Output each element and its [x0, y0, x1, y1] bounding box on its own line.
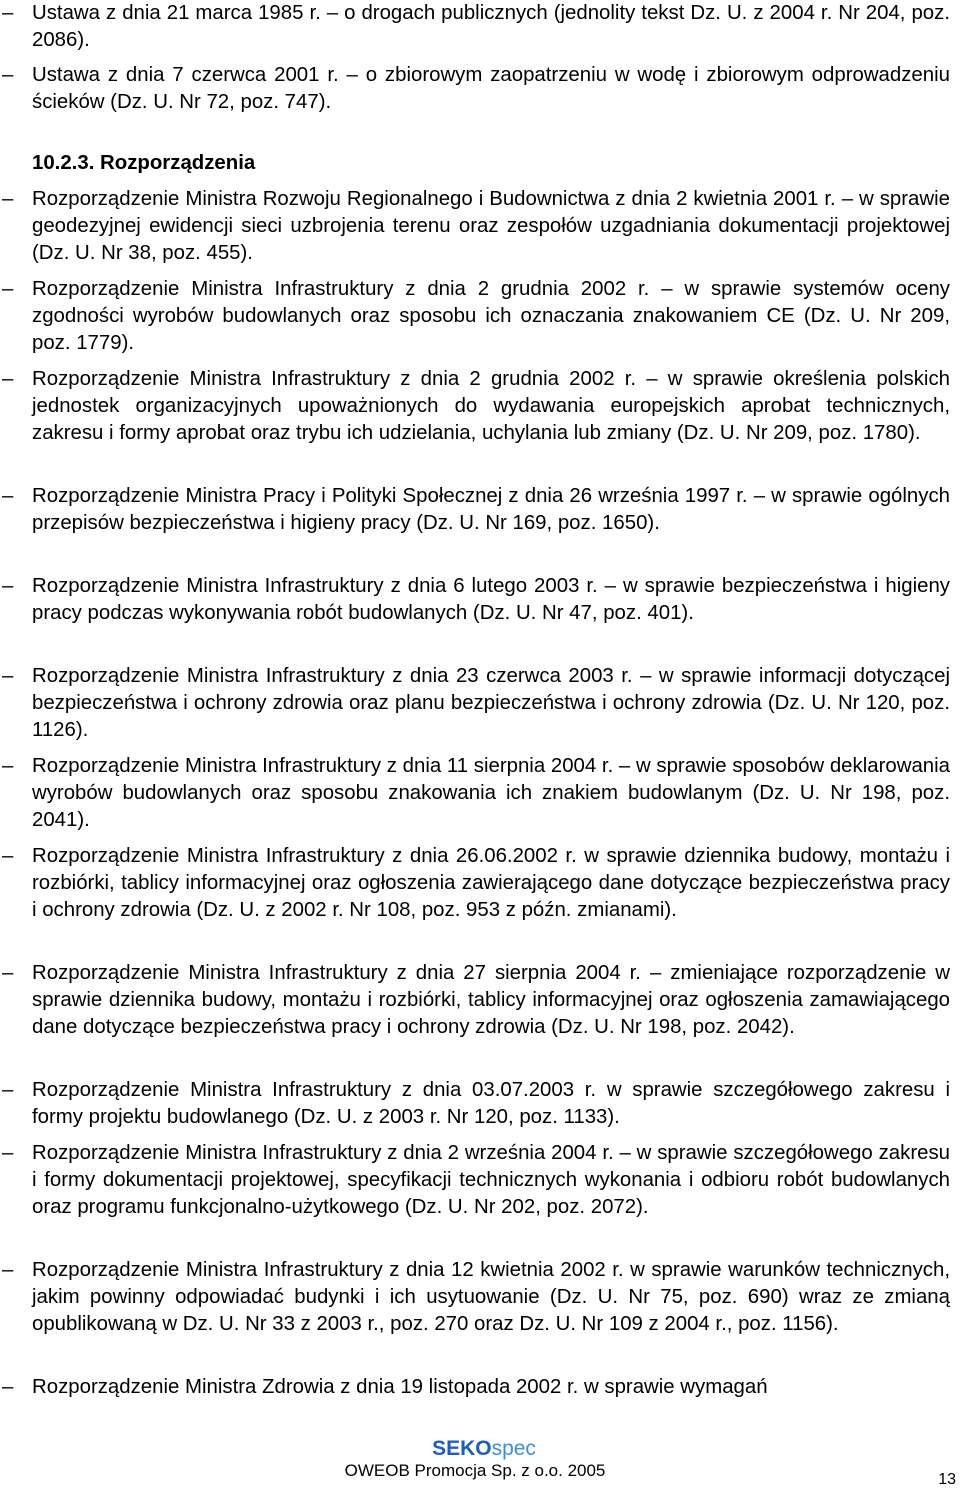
list-item: [0, 1374, 960, 1401]
list-item-text: Rozporządzenie Ministra Infrastruktury z dnia 2 września 2004 r. – w sprawie szczegółowego zakresu i formy dokumentacji projektowej, specyfikacji technicznych wykonania i odbioru robót budowlanych oraz programu funkcjonalno-użytkowego (Dz. U. Nr 202, poz. 2072).: [32, 1142, 950, 1218]
list-dash: –: [2, 755, 14, 777]
list-item-text: Rozporządzenie Ministra Infrastruktury z dnia 2 grudnia 2002 r. – w sprawie określenia polskich jednostek organizacyjnych upoważnionych do wydawania europejskich aprobat technicznych, zakresu i formy aprobat oraz trybu ich udzielania, uchylania lub zmiany (Dz. U. Nr 209, poz. 1780).: [32, 368, 950, 444]
list-item: [0, 960, 960, 1041]
list-dash: –: [2, 278, 14, 300]
logo-light-text: spec: [491, 1437, 536, 1460]
list-item-text: Rozporządzenie Ministra Rozwoju Regionalnego i Budownictwa z dnia 2 kwietnia 2001 r. – w sprawie geodezyjnej ewidencji sieci uzbrojenia terenu oraz zespołów uzgadniania dokumentacji projektowej (Dz. U. Nr 38, poz. 455).: [32, 188, 950, 264]
list-item: [0, 1257, 960, 1338]
list-dash: –: [2, 188, 14, 210]
list-item-text: Rozporządzenie Ministra Infrastruktury z dnia 6 lutego 2003 r. – w sprawie bezpieczeństwa i higieny pracy podczas wykonywania robót budowlanych (Dz. U. Nr 47, poz. 401).: [32, 575, 950, 624]
list-dash: –: [2, 1259, 14, 1281]
list-dash: –: [2, 485, 14, 507]
list-item: [0, 843, 960, 924]
list-item-text: Rozporządzenie Ministra Infrastruktury z dnia 2 grudnia 2002 r. – w sprawie systemów oceny zgodności wyrobów budowlanych oraz sposobu ich oznaczania znakowaniem CE (Dz. U. Nr 209, poz. 1779).: [32, 278, 950, 354]
list-item: [0, 0, 960, 54]
list-item-text: Rozporządzenie Ministra Infrastruktury z dnia 03.07.2003 r. w sprawie szczegółowego zakresu i formy projektu budowlanego (Dz. U. z 2003 r. Nr 120, poz. 1133).: [32, 1079, 950, 1128]
list-item-text: Rozporządzenie Ministra Infrastruktury z dnia 11 sierpnia 2004 r. – w sprawie sposobów deklarowania wyrobów budowlanych oraz sposobu znakowania ich znakiem budowlanym (Dz. U. Nr 198, poz. 2041).: [32, 755, 950, 831]
sekospec-logo: [4, 1437, 960, 1461]
list-item-text: Rozporządzenie Ministra Infrastruktury z dnia 23 czerwca 2003 r. – w sprawie informacji dotyczącej bezpieczeństwa i ochrony zdrowia oraz planu bezpieczeństwa i ochrony zdrowia (Dz. U. Nr 120, poz. 1126).: [32, 665, 950, 741]
list-item: [0, 483, 960, 537]
list-dash: –: [2, 1142, 14, 1164]
logo-bold-text: SEKO: [432, 1437, 492, 1460]
list-item: [0, 753, 960, 834]
list-item-text: Rozporządzenie Ministra Infrastruktury z dnia 27 sierpnia 2004 r. – zmieniające rozporządzenie w sprawie dziennika budowy, montażu i rozbiórki, tablicy informacyjnej oraz ogłoszenia zamawiającego dane dotyczące bezpieczeństwa pracy i ochrony zdrowia (Dz. U. Nr 198, poz. 2042).: [32, 962, 950, 1038]
list-dash: –: [2, 845, 14, 867]
list-dash: –: [2, 2, 14, 24]
list-dash: –: [2, 962, 14, 984]
list-dash: –: [2, 665, 14, 687]
list-item-text: Rozporządzenie Ministra Infrastruktury z dnia 12 kwietnia 2002 r. w sprawie warunków technicznych, jakim powinny odpowiadać budynki i ich usytuowanie (Dz. U. Nr 75, poz. 690) wraz ze zmianą opublikowaną w Dz. U. Nr 33 z 2003 r., poz. 270 oraz Dz. U. Nr 109 z 2004 r., poz. 1156).: [32, 1259, 950, 1335]
list-item: [0, 573, 960, 627]
page-number: 13: [938, 1471, 956, 1488]
list-dash: –: [2, 368, 14, 390]
list-item-text: Rozporządzenie Ministra Infrastruktury z dnia 26.06.2002 r. w sprawie dziennika budowy, montażu i rozbiórki, tablicy informacyjnej oraz ogłoszenia zawierającego dane dotyczące bezpieczeństwa pracy i ochrony zdrowia (Dz. U. z 2002 r. Nr 108, poz. 953 z późn. zmianami).: [32, 845, 950, 921]
list-dash: –: [2, 1079, 14, 1101]
list-item-text: Rozporządzenie Ministra Zdrowia z dnia 19 listopada 2002 r. w sprawie wymagań: [32, 1376, 768, 1398]
list-item: [0, 663, 960, 744]
list-item-text: Ustawa z dnia 7 czerwca 2001 r. – o zbiorowym zaopatrzeniu w wodę i zbiorowym odprowadzeniu ścieków (Dz. U. Nr 72, poz. 747).: [32, 64, 950, 113]
section-heading: 10.2.3. Rozporządzenia: [32, 152, 256, 174]
list-dash: –: [2, 575, 14, 597]
list-item: [0, 186, 960, 267]
list-item-text: Rozporządzenie Ministra Pracy i Polityki Społecznej z dnia 26 września 1997 r. – w sprawie ogólnych przepisów bezpieczeństwa i higieny pracy (Dz. U. Nr 169, poz. 1650).: [32, 485, 950, 534]
footer-company: OWEOB Promocja Sp. z o.o. 2005: [344, 1461, 606, 1480]
list-item: [0, 276, 960, 357]
list-dash: –: [2, 64, 14, 86]
list-item-text: Ustawa z dnia 21 marca 1985 r. – o drogach publicznych (jednolity tekst Dz. U. z 2004 r. Nr 204, poz. 2086).: [32, 2, 950, 51]
list-item: [0, 366, 960, 447]
list-item: [0, 62, 960, 116]
list-item: [0, 1140, 960, 1221]
list-item: [0, 1077, 960, 1131]
list-dash: –: [2, 1376, 14, 1398]
